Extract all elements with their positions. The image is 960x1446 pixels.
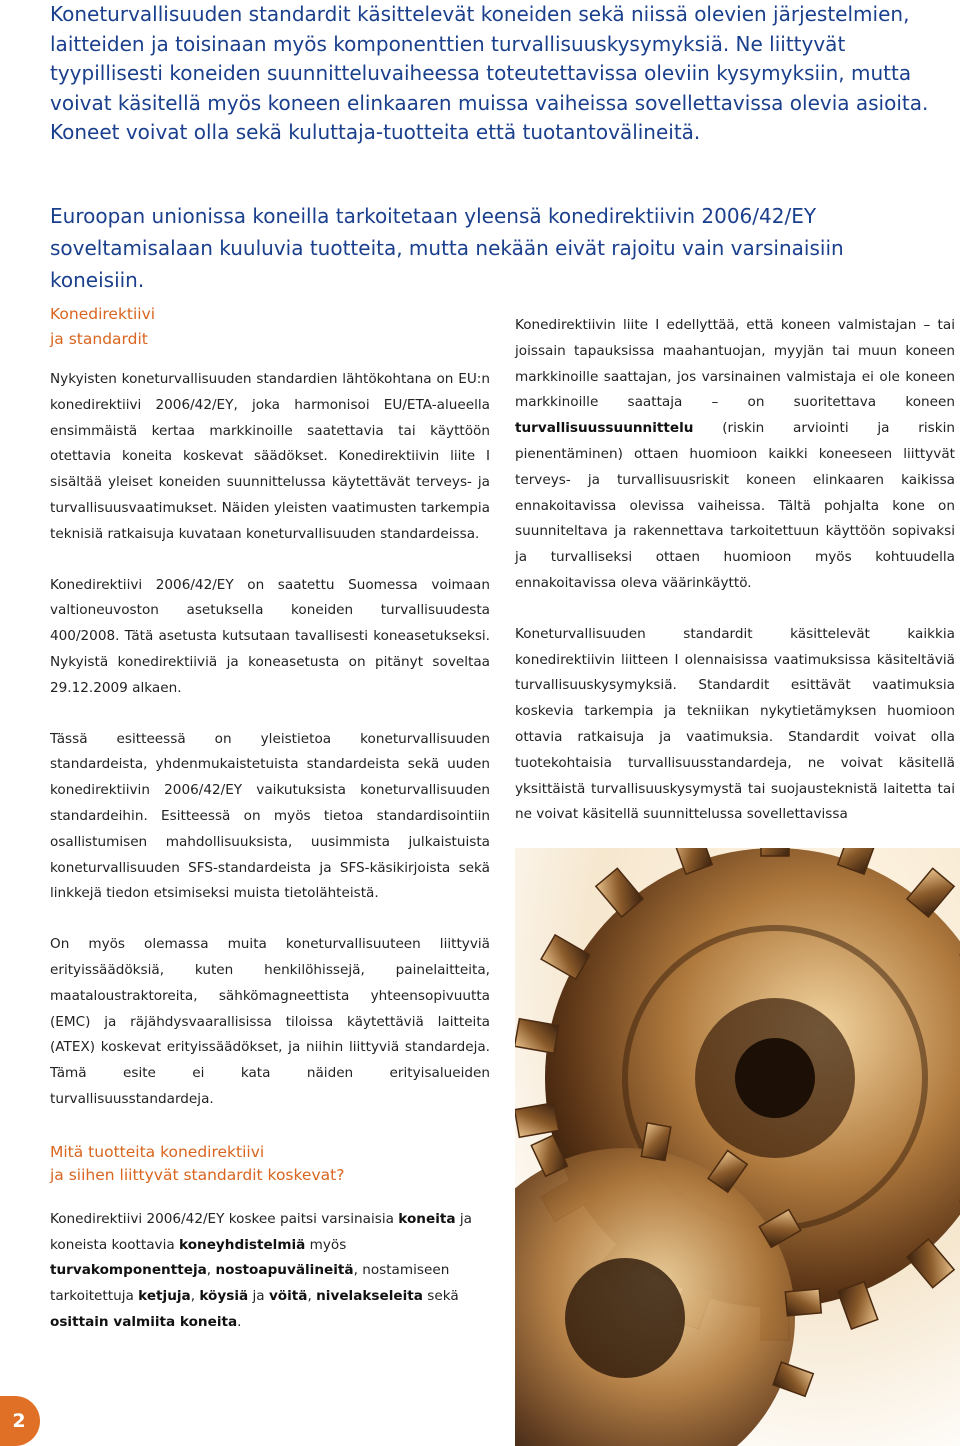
body-paragraph: On myös olemassa muita koneturvallisuuteen liittyviä erityissäädöksiä, kuten henkilöhissejä, painelaitteita, maataloustraktoreita, sähkömagneettista yhteensopivuutta (EMC) ja räjähdysvaarallisissa tiloissa käytettäviä laitteita (ATEX) koskevat erityissäädökset, ja niihin liittyviä standardeja. Tämä esite ei kata näiden erityisalueiden turvallisuusstandardeja. <box>50 936 490 1107</box>
intro-paragraph <box>50 0 940 148</box>
body-text: Konedirektiivin liite I edellyttää, että koneen valmistajan – tai joissain tapauksissa maahantuojan, myyjän tai muun koneen markkinoille saattajan, jos varsinainen valmistaja ei ole koneen markkinoille saattaja – on suoritettava koneen <box>515 317 955 411</box>
lead-paragraph: Euroopan unionissa koneilla tarkoitetaan yleensä konedirektiivin 2006/42/EY soveltamisalaan kuuluvia tuotteita, mutta nekään eivät rajoitu vain varsinaisiin koneisiin. <box>50 204 844 292</box>
body-text: (riskin arviointi ja riskin pienentäminen) ottaen huomioon kaikki koneeseen liittyvät terveys- ja turvallisuusriskit koneen elinkaaren kaikissa ennakoitavissa olevissa vaiheissa. Tältä pohjalta kone on suunniteltava ja rakennettava tarkoitettuun käyttöön sopivaksi ja turvalliseksi ottaen huomioon myös kohtuudella ennakoitavissa oleva väärinkäyttö. <box>515 420 955 591</box>
answer-bold: köysiä <box>199 1288 249 1305</box>
answer-bold: koneita <box>398 1210 456 1227</box>
section-heading-line1: Konedirektiivi <box>50 305 156 323</box>
answer-text: sekä <box>422 1288 459 1305</box>
answer-text: . <box>237 1313 242 1330</box>
answer-text: ja <box>248 1288 269 1305</box>
answer-bold: ketjuja <box>138 1288 191 1305</box>
intro-text: Koneturvallisuuden standardit käsittelevät koneiden sekä niissä olevien järjestelmien, laitteiden ja toisinaan myös komponenttien turvallisuuskysymyksiä. Ne liittyvät tyypillisesti koneiden suunnitteluvaiheessa toteutettavissa oleviin kysymyksiin, mutta voivat käsitellä myös koneen elinkaaren muissa vaiheissa sovellettavissa olevia asioita. <box>50 2 929 115</box>
body-paragraph: Tässä esitteessä on yleistietoa koneturvallisuuden standardeista, yhdenmukaistetuista standardeista sekä uuden konedirektiivin 2006/42/EY vaikutuksista koneturvallisuuden standardeihin. Esitteessä on myös tietoa standardisointiin osallistumisen mahdollisuuksista, uusimmista julkaistuista koneturvallisuuden SFS-standardeista ja SFS-käsikirjoista sekä linkkejä tiedon etsimiseksi muista tietolähteistä. <box>50 730 490 902</box>
answer-text: Konedirektiivi 2006/42/EY koskee paitsi varsinaisia <box>50 1210 399 1227</box>
right-column <box>515 313 955 828</box>
answer-text: , <box>190 1288 200 1305</box>
question-heading-line2: ja siihen liittyvät standardit koskevat? <box>50 1165 345 1184</box>
body-paragraph: Nykyisten koneturvallisuuden standardien lähtökohtana on EU:n konedirektiivi 2006/42/EY, joka harmonisoi EU/ETA-alueella ensimmäistä kertaa markkinoille saatettavia tai käyttöön otettavia koneita koskevat säädökset. Konedirektiivin liite I sisältää yleiset koneiden suunnittelussa käytettävät terveys- ja turvallisuusvaatimukset. Näiden yleisten vaatimusten tarkempia teknisiä ratkaisuja kuvataan koneturvallisuuden standardeissa. <box>50 371 490 542</box>
section-heading <box>50 302 490 352</box>
body-paragraph: Koneturvallisuuden standardit käsittelevät kaikkia konedirektiivin liitteen I olennaisissa vaatimuksissa käsiteltäviä turvallisuuskysymyksiä. Standardit esittävät vaatimuksia koskevia tarkempia ja tekniikan nykytietämyksen huomioon ottavia ratkaisuja ja vaatimuksia. Standardit voivat olla tuotekohtaisia turvallisuusstandardeja, ne voivat käsitellä yksittäistä turvallisuuskysymystä tai suojausteknistä laitetta tai ne voivat käsitellä suunnittelussa sovellettavissa <box>515 625 955 823</box>
answer-text: , <box>307 1288 317 1305</box>
body-paragraph <box>515 313 955 597</box>
body-bold: turvallisuussuunnittelu <box>515 420 694 437</box>
question-heading <box>50 1141 490 1187</box>
body-paragraph: Konedirektiivi 2006/42/EY on saatettu Suomessa voimaan valtioneuvoston asetuksella koneiden turvallisuudesta 400/2008. Tätä asetusta kutsutaan tavallisesti koneasetukseksi. Nykyistä konedirektiiviä ja koneasetusta on pitänyt soveltaa 29.12.2009 alkaen. <box>50 576 490 696</box>
section-heading-line2: ja standardit <box>50 330 148 348</box>
answer-paragraph <box>50 1207 490 1336</box>
page-number-badge: 2 <box>0 1396 40 1446</box>
question-heading-line1: Mitä tuotteita konedirektiivi <box>50 1142 265 1161</box>
answer-bold: turvakomponentteja <box>50 1262 207 1279</box>
answer-text: , <box>206 1262 216 1279</box>
answer-text: ja koneista koottavia <box>50 1210 472 1253</box>
answer-bold: koneyhdistelmiä <box>179 1236 306 1253</box>
answer-bold: vöitä <box>268 1288 308 1305</box>
left-column <box>50 302 490 1336</box>
intro-text-2: Koneet voivat olla sekä kuluttaja-tuotteita että tuotantovälineitä. <box>50 120 701 144</box>
answer-text: myös <box>305 1236 347 1253</box>
answer-text: , nostamiseen tarkoitettuja <box>50 1262 450 1305</box>
gears-photo <box>515 848 960 1446</box>
answer-bold: osittain valmiita koneita <box>50 1313 238 1330</box>
answer-bold: nivelakseleita <box>316 1288 423 1305</box>
answer-bold: nostoapuvälineitä <box>215 1262 354 1279</box>
